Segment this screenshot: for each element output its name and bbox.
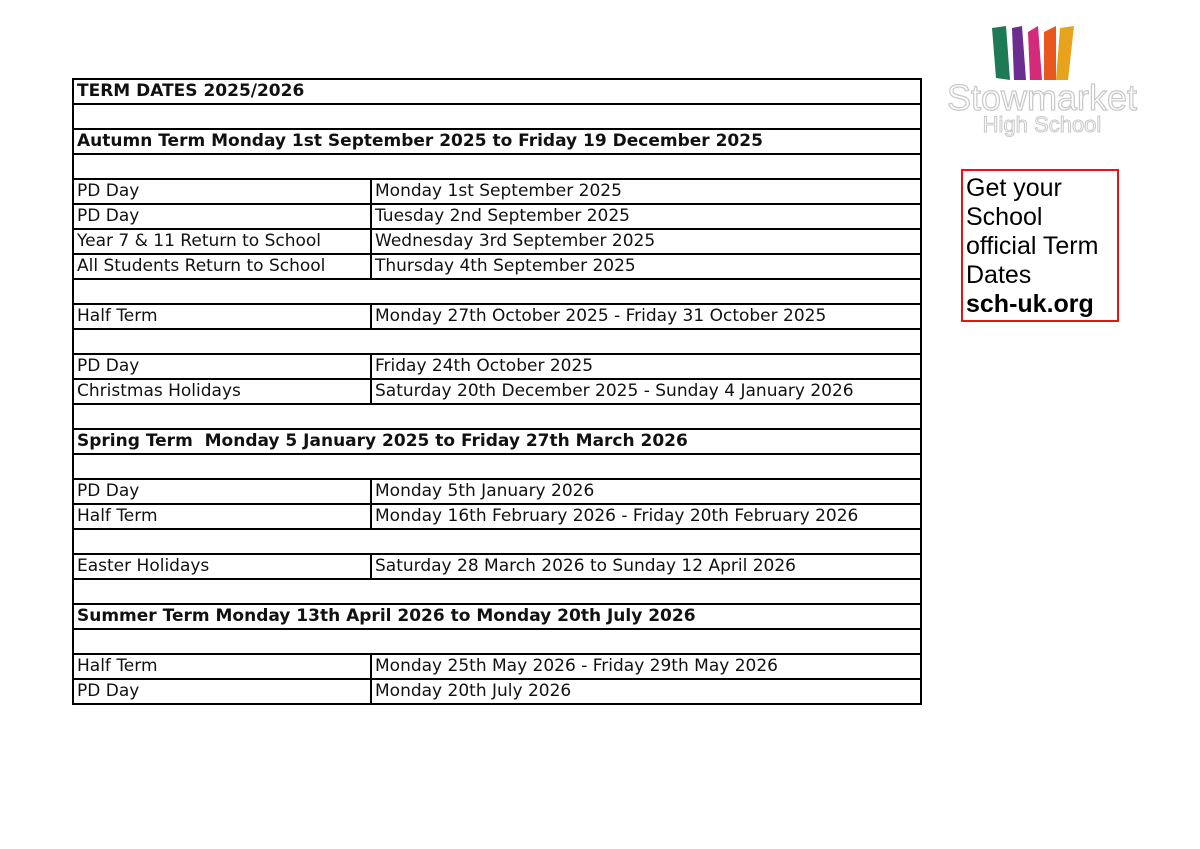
event-label: Year 7 & 11 Return to School bbox=[73, 229, 371, 254]
event-label: All Students Return to School bbox=[73, 254, 371, 279]
table-row bbox=[73, 504, 921, 529]
blank-row bbox=[73, 629, 921, 654]
event-date: Wednesday 3rd September 2025 bbox=[371, 229, 921, 254]
logo-name-line2: High School bbox=[982, 112, 1102, 137]
spring-term-heading: Spring Term Monday 5 January 2025 to Friday 27th March 2026 bbox=[73, 429, 921, 454]
event-label: Easter Holidays bbox=[73, 554, 371, 579]
event-date: Monday 5th January 2026 bbox=[371, 479, 921, 504]
event-date: Monday 16th February 2026 - Friday 20th February 2026 bbox=[371, 504, 921, 529]
blank-row bbox=[73, 329, 921, 354]
term-dates-table bbox=[72, 78, 922, 705]
event-date: Tuesday 2nd September 2025 bbox=[371, 204, 921, 229]
books-logo-icon bbox=[940, 22, 1145, 137]
event-date: Monday 1st September 2025 bbox=[371, 179, 921, 204]
event-label: PD Day bbox=[73, 179, 371, 204]
blank-row bbox=[73, 404, 921, 429]
table-row bbox=[73, 679, 921, 704]
table-row bbox=[73, 654, 921, 679]
event-date: Friday 24th October 2025 bbox=[371, 354, 921, 379]
logo-stripe bbox=[1028, 26, 1042, 80]
logo-name-line1: Stowmarket bbox=[946, 77, 1138, 118]
logo-stripe bbox=[1044, 26, 1056, 80]
spring-heading-row bbox=[73, 429, 921, 454]
event-label: PD Day bbox=[73, 204, 371, 229]
summer-heading-row bbox=[73, 604, 921, 629]
school-logo bbox=[940, 22, 1145, 137]
table-row bbox=[73, 179, 921, 204]
promo-box[interactable] bbox=[961, 169, 1119, 322]
table-row bbox=[73, 254, 921, 279]
event-label: PD Day bbox=[73, 679, 371, 704]
event-label: Half Term bbox=[73, 654, 371, 679]
logo-stripe bbox=[1012, 26, 1026, 80]
promo-link[interactable]: sch-uk.org bbox=[966, 290, 1094, 318]
event-date: Monday 27th October 2025 - Friday 31 October 2025 bbox=[371, 304, 921, 329]
event-date: Thursday 4th September 2025 bbox=[371, 254, 921, 279]
blank-row bbox=[73, 454, 921, 479]
event-date: Saturday 28 March 2026 to Sunday 12 April 2026 bbox=[371, 554, 921, 579]
autumn-heading-row bbox=[73, 129, 921, 154]
event-label: Christmas Holidays bbox=[73, 379, 371, 404]
summer-term-heading: Summer Term Monday 13th April 2026 to Monday 20th July 2026 bbox=[73, 604, 921, 629]
table-row bbox=[73, 204, 921, 229]
table-row bbox=[73, 379, 921, 404]
table-row bbox=[73, 229, 921, 254]
table-title-row bbox=[73, 79, 921, 104]
promo-text: Get your School official Term Dates bbox=[966, 174, 1099, 289]
event-label: PD Day bbox=[73, 479, 371, 504]
table-row bbox=[73, 479, 921, 504]
logo-stripe bbox=[1056, 26, 1074, 80]
blank-row bbox=[73, 104, 921, 129]
blank-row bbox=[73, 529, 921, 554]
autumn-term-heading: Autumn Term Monday 1st September 2025 to Friday 19 December 2025 bbox=[73, 129, 921, 154]
table-title: TERM DATES 2025/2026 bbox=[73, 79, 921, 104]
blank-row bbox=[73, 579, 921, 604]
event-date: Saturday 20th December 2025 - Sunday 4 January 2026 bbox=[371, 379, 921, 404]
table-row bbox=[73, 554, 921, 579]
event-label: Half Term bbox=[73, 304, 371, 329]
blank-row bbox=[73, 154, 921, 179]
event-label: Half Term bbox=[73, 504, 371, 529]
logo-stripe bbox=[992, 26, 1010, 80]
event-label: PD Day bbox=[73, 354, 371, 379]
blank-row bbox=[73, 279, 921, 304]
event-date: Monday 25th May 2026 - Friday 29th May 2026 bbox=[371, 654, 921, 679]
table-row bbox=[73, 304, 921, 329]
event-date: Monday 20th July 2026 bbox=[371, 679, 921, 704]
table-row bbox=[73, 354, 921, 379]
